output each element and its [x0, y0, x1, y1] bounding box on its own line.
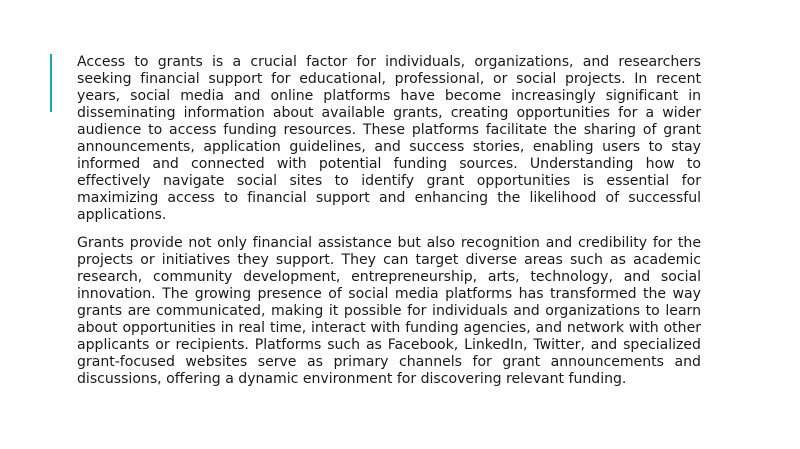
- paragraph-2: Grants provide not only financial assistance but also recognition and credibility for the projects or initiatives they support. They can target diverse areas such as academic research, community development, entrepreneurship, arts, technology, and social innovation. The growing presence of social media platforms has transformed the way grants are communicated, making it possible for individuals and organizations to learn about opportunities in real time, interact with funding agencies, and network with other applicants or recipients. Platforms such as Facebook, LinkedIn, Twitter, and specialized grant-focused websites serve as primary channels for grant announcements and discussions, offering a dynamic environment for discovering relevant funding.: [77, 235, 701, 387]
- accent-bar: [50, 54, 52, 112]
- paragraph-1: Access to grants is a crucial factor for individuals, organizations, and researchers seeking financial support for educational, professional, or social projects. In recent years, social media and online platforms have become increasingly significant in disseminating information about available grants, creating opportunities for a wider audience to access funding resources. These platforms facilitate the sharing of grant announcements, application guidelines, and success stories, enabling users to stay informed and connected with potential funding sources. Understanding how to effectively navigate social sites to identify grant opportunities is essential for maximizing access to financial support and enhancing the likelihood of successful applications.: [77, 54, 701, 223]
- slide-body: [77, 54, 701, 388]
